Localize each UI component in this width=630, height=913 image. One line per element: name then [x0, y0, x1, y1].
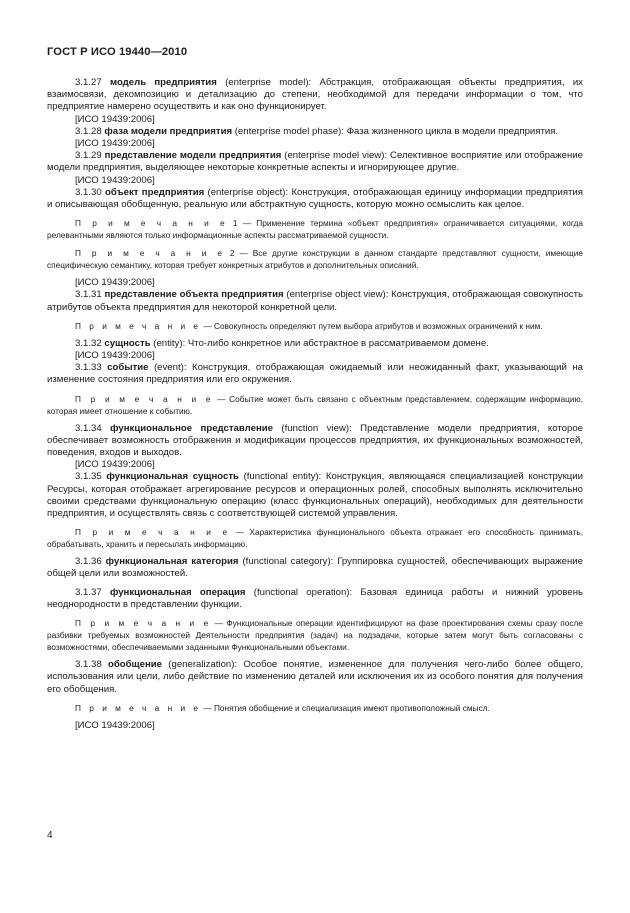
definition-text: (functional entity): Конструкция, являющаяся специализацией конструкции Ресурсы, которая отображает агрегирование ресурсов и операционных ролей, способных выполнять исключительно своими средствами функциональную операцию (класс функциональных операций), необходимых для деятельности предприятия, и осуществлять связь с соответствующей системой управления.: [47, 471, 583, 520]
definition-text: (enterprise object view): Конструкция, отображающая совокупность атрибутов объекта предприятия для некоторой конкретной цели.: [47, 289, 583, 313]
reference: [ИСО 19439:2006]: [75, 174, 155, 186]
definition-text: (enterprise object): Конструкция, отображающая единицу информации предприятия и описывающая обобщенную, реальную или абстрактную сущность, которую можно осмыслить как целое.: [47, 186, 583, 211]
definition-text: (functional operation): Базовая единица работы и нижний уровень неоднородности в представлении функции.: [47, 586, 584, 610]
term: функциональная категория: [105, 556, 239, 568]
definition-text: (function view): Представление модели предприятия, которое обеспечивает возможность отображения и модификации процессов предприятия, их функциональных возможностей, поведения, входов и выходов.: [47, 422, 583, 459]
reference: [ИСО 19439:2006]: [75, 459, 155, 471]
clause-number: 3.1.36: [75, 556, 102, 568]
note-text: — Функциональные операции идентифицируют на фазе проектирования схемы сразу после разбивки требуемых возможностей Деятельности предприятия (задач) на подзадачи, которые затем могут быть согласованы с возможностями, обеспечиваемыми заданными Функциональными объектами.: [47, 618, 583, 653]
definition-3-1-30: [47, 187, 583, 211]
note-label: П р и м е ч а н и е: [75, 702, 202, 713]
reference: [ИСО 19439:2006]: [75, 719, 155, 731]
clause-number: 3.1.32: [75, 337, 102, 349]
clause-number: 3.1.37: [75, 586, 102, 598]
definition-text: (enterprise model view): Селективное восприятие или отображение модели предприятия, выделяющее некоторые конкретные аспекты и игнорирующее другие.: [47, 150, 583, 174]
definition-3-1-35: [47, 471, 583, 520]
note-label: П р и м е ч а н и е: [75, 618, 212, 629]
term: модель предприятия: [109, 77, 217, 88]
note-label: П р и м е ч а н и е: [75, 248, 225, 259]
term: фаза модели предприятия: [104, 125, 233, 137]
definition-text: (functional category): Группировка сущностей, обеспечивающих выражение общей цели или возможностей.: [47, 556, 583, 580]
term: обобщение: [107, 659, 163, 671]
term: объект предприятия: [105, 186, 205, 198]
note-3-1-38: [47, 702, 583, 714]
term: функциональная сущность: [106, 471, 239, 483]
definition-3-1-27: [47, 77, 583, 114]
note-label: П р и м е ч а н и е: [75, 320, 202, 331]
note-text: — Совокупность определяют путем выбора атрибутов и возможных ограничений к ним.: [201, 320, 543, 331]
definition-3-1-28: [47, 126, 583, 138]
clause-number: 3.1.28: [75, 125, 102, 137]
note-text: — Характеристика функционального объекта отражает его способность принимать, обрабатывать, хранить и пересылать информацию.: [47, 527, 584, 550]
standard-title: ГОСТ Р ИСО 19440—2010: [47, 46, 188, 58]
term: событие: [107, 362, 149, 374]
note-3-1-33: [47, 393, 583, 417]
term: представление объекта предприятия: [104, 289, 284, 301]
definition-3-1-32: [47, 338, 583, 350]
clause-number: 3.1.34: [75, 422, 102, 434]
note-text: — Понятия обобщение и специализация имеют противоположный смысл.: [201, 702, 490, 713]
note-label: П р и м е ч а н и е: [75, 218, 228, 229]
clause-number: 3.1.30: [75, 186, 102, 198]
definition-text: (entity): Что-либо конкретное или абстрактное в рассматриваемом домене.: [150, 337, 489, 349]
clause-number: 3.1.29: [75, 150, 102, 162]
clause-number: 3.1.33: [75, 362, 102, 374]
definition-3-1-31: [47, 289, 583, 313]
definition-text: (enterprise model phase): Фаза жизненного цикла в модели предприятия.: [232, 125, 559, 137]
definition-text: (enterprise model): Абстракция, отображающая объекты предприятия, их взаимосвязи, декомпозицию и детализацию до степени, необходимой для передачи информации о том, что предприятие намерено осуществить и как оно функционирует.: [47, 77, 583, 113]
clause-number: 3.1.27: [75, 77, 102, 88]
reference: [ИСО 19439:2006]: [75, 138, 155, 150]
clause-number: 3.1.35: [75, 471, 102, 483]
definition-text: (event): Конструкция, отображающая ожидаемый или неожиданный факт, указывающий на изменение состояния предприятия или его окружения.: [47, 362, 584, 386]
note-3-1-35: [47, 526, 583, 550]
definition-3-1-36: [47, 556, 583, 580]
page-number: 4: [47, 830, 53, 841]
note-label: П р и м е ч а н и е: [75, 393, 214, 404]
clause-number: 3.1.31: [75, 289, 102, 301]
term: сущность: [104, 337, 151, 349]
definition-3-1-34: [47, 423, 583, 460]
document-body: [47, 77, 583, 732]
reference: [ИСО 19439:2006]: [75, 113, 155, 125]
term: функциональная операция: [109, 586, 246, 598]
note-3-1-31: [47, 320, 583, 332]
definition-3-1-38: [47, 659, 583, 696]
note-3-1-37: [47, 617, 583, 653]
note-3-1-30-2: [47, 247, 583, 271]
clause-number: 3.1.38: [75, 659, 102, 671]
definition-3-1-37: [47, 587, 583, 611]
reference: [ИСО 19439:2006]: [75, 350, 155, 362]
note-text: — Событие может быть связано с объектным представлением, содержащим информацию, которая имеет отношение к событию.: [47, 393, 583, 416]
definition-3-1-33: [47, 362, 583, 386]
term: функциональное представление: [110, 422, 273, 434]
note-3-1-30-1: [47, 217, 583, 241]
definition-text: (generalization): Особое понятие, измененное для получения чего-либо более общего, использования или цели, либо действие по изменению деталей или исключения их из особого понятия для получения его обобщения.: [47, 659, 583, 695]
note-text: 1 — Применение термина «объект предприятия» ограничивается ситуациями, когда релевантными являются только информационные аспекты рассматриваемой сущности.: [47, 218, 583, 241]
note-label: П р и м е ч а н и е: [75, 527, 231, 538]
definition-3-1-29: [47, 150, 583, 174]
reference: [ИСО 19439:2006]: [75, 277, 155, 289]
term: представление модели предприятия: [104, 150, 282, 162]
note-text: 2 — Все другие конструкции в данном стандарте представляют сущности, имеющие специфическую семантику, которая требует конкретных атрибутов и дополнительных описаний.: [47, 248, 583, 271]
